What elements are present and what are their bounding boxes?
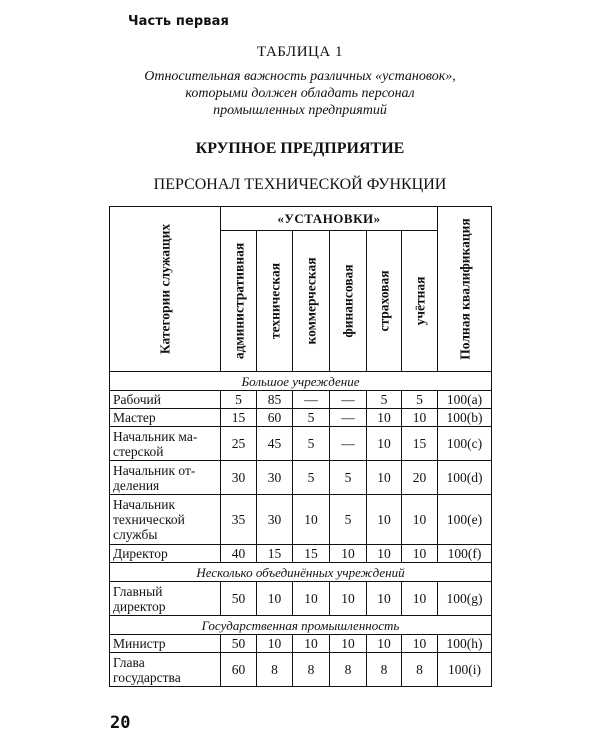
value-cell: —	[330, 409, 367, 427]
column-header-text: административная	[231, 242, 246, 360]
value-cell: 50	[221, 635, 257, 653]
value-cell: 10	[367, 409, 402, 427]
section-title: Большое учреждение	[110, 372, 492, 391]
value-cell: 10	[330, 635, 367, 653]
total-cell: 100(i)	[438, 653, 492, 687]
total-cell: 100(d)	[438, 461, 492, 495]
value-cell: 10	[257, 582, 293, 616]
value-cell: 10	[402, 635, 438, 653]
column-header-commercial	[293, 231, 330, 372]
total-cell: 100(h)	[438, 635, 492, 653]
caption-line: промышленных предприятий	[213, 103, 387, 118]
value-cell: 10	[330, 582, 367, 616]
column-header-text: коммерческая	[303, 257, 319, 345]
value-cell: 30	[257, 495, 293, 545]
column-header-text: финансовая	[340, 264, 356, 338]
value-cell: 30	[221, 461, 257, 495]
column-header-financial	[330, 231, 367, 372]
column-header-text: техническая	[267, 262, 282, 340]
value-cell: 10	[367, 582, 402, 616]
value-cell: 35	[221, 495, 257, 545]
section-heading: КРУПНОЕ ПРЕДПРИЯТИЕ	[195, 140, 405, 157]
table-number: ТАБЛИЦА 1	[257, 44, 343, 60]
category-cell: Начальник от- деления	[110, 461, 221, 495]
column-header-accounting	[402, 231, 438, 372]
caption-line: которыми должен обладать персонал	[185, 86, 415, 101]
section-row	[110, 616, 492, 635]
column-header-technical	[257, 231, 293, 372]
value-cell: 10	[330, 545, 367, 563]
value-cell: 10	[367, 545, 402, 563]
running-head: Часть первая	[128, 14, 229, 29]
category-cell: Директор	[110, 545, 221, 563]
section-row	[110, 372, 492, 391]
value-cell: 10	[367, 635, 402, 653]
value-cell: 5	[330, 495, 367, 545]
value-cell: 8	[257, 653, 293, 687]
value-cell: 30	[257, 461, 293, 495]
section-title: Несколько объединённых учреждений	[110, 563, 492, 582]
column-header-insurance	[367, 231, 402, 372]
table-row	[110, 653, 492, 687]
category-cell: Рабочий	[110, 391, 221, 409]
value-cell: 10	[293, 635, 330, 653]
total-cell: 100(g)	[438, 582, 492, 616]
qualification-table	[109, 206, 492, 687]
total-cell: 100(e)	[438, 495, 492, 545]
value-cell: 5	[402, 391, 438, 409]
total-cell: 100(b)	[438, 409, 492, 427]
caption-line: Относительная важность различных «установок»,	[144, 69, 456, 84]
value-cell: 8	[402, 653, 438, 687]
table-body	[110, 372, 492, 687]
value-cell: 5	[293, 409, 330, 427]
table-row	[110, 495, 492, 545]
table-row	[110, 635, 492, 653]
table-row	[110, 461, 492, 495]
value-cell: 8	[293, 653, 330, 687]
category-cell: Начальник технической службы	[110, 495, 221, 545]
value-cell: 5	[330, 461, 367, 495]
value-cell: 45	[257, 427, 293, 461]
value-cell: 10	[402, 545, 438, 563]
category-cell: Начальник ма- стерской	[110, 427, 221, 461]
subsection-heading: ПЕРСОНАЛ ТЕХНИЧЕСКОЙ ФУНКЦИИ	[153, 176, 447, 193]
value-cell: 10	[367, 461, 402, 495]
table-row	[110, 391, 492, 409]
section-title: Государственная промышленность	[110, 616, 492, 635]
total-qualification-header-text: Полная квалификация	[457, 218, 472, 360]
value-cell: 8	[367, 653, 402, 687]
value-cell: 15	[293, 545, 330, 563]
value-cell: 10	[293, 582, 330, 616]
value-cell: 10	[402, 495, 438, 545]
value-cell: 8	[330, 653, 367, 687]
value-cell: 60	[221, 653, 257, 687]
value-cell: 85	[257, 391, 293, 409]
value-cell: 10	[367, 495, 402, 545]
category-cell: Глава государства	[110, 653, 221, 687]
value-cell: 10	[367, 427, 402, 461]
value-cell: 25	[221, 427, 257, 461]
value-cell: 5	[367, 391, 402, 409]
value-cell: 10	[402, 409, 438, 427]
ustanovki-header: «УСТАНОВКИ»	[221, 207, 438, 231]
categories-header-text: Категории служащих	[157, 223, 173, 355]
categories-header	[110, 207, 221, 372]
category-cell: Министр	[110, 635, 221, 653]
value-cell: —	[330, 391, 367, 409]
value-cell: 15	[402, 427, 438, 461]
table-row	[110, 409, 492, 427]
total-cell: 100(c)	[438, 427, 492, 461]
value-cell: 5	[221, 391, 257, 409]
value-cell: 15	[221, 409, 257, 427]
table-row	[110, 545, 492, 563]
value-cell: 40	[221, 545, 257, 563]
value-cell: 5	[293, 461, 330, 495]
value-cell: 10	[293, 495, 330, 545]
category-cell: Мастер	[110, 409, 221, 427]
value-cell: 15	[257, 545, 293, 563]
section-row	[110, 563, 492, 582]
value-cell: —	[293, 391, 330, 409]
total-cell: 100(a)	[438, 391, 492, 409]
table-row	[110, 582, 492, 616]
value-cell: 5	[293, 427, 330, 461]
total-cell: 100(f)	[438, 545, 492, 563]
value-cell: 10	[257, 635, 293, 653]
category-cell: Главный директор	[110, 582, 221, 616]
page-number: 20	[110, 713, 131, 733]
table-row	[110, 427, 492, 461]
value-cell: 20	[402, 461, 438, 495]
column-header-text: страховая	[376, 270, 392, 332]
value-cell: 50	[221, 582, 257, 616]
value-cell: 60	[257, 409, 293, 427]
total-qualification-header	[438, 207, 492, 372]
column-header-administrative	[221, 231, 257, 372]
value-cell: 10	[402, 582, 438, 616]
column-header-text: учётная	[412, 276, 427, 326]
table-caption	[0, 68, 600, 119]
value-cell: —	[330, 427, 367, 461]
